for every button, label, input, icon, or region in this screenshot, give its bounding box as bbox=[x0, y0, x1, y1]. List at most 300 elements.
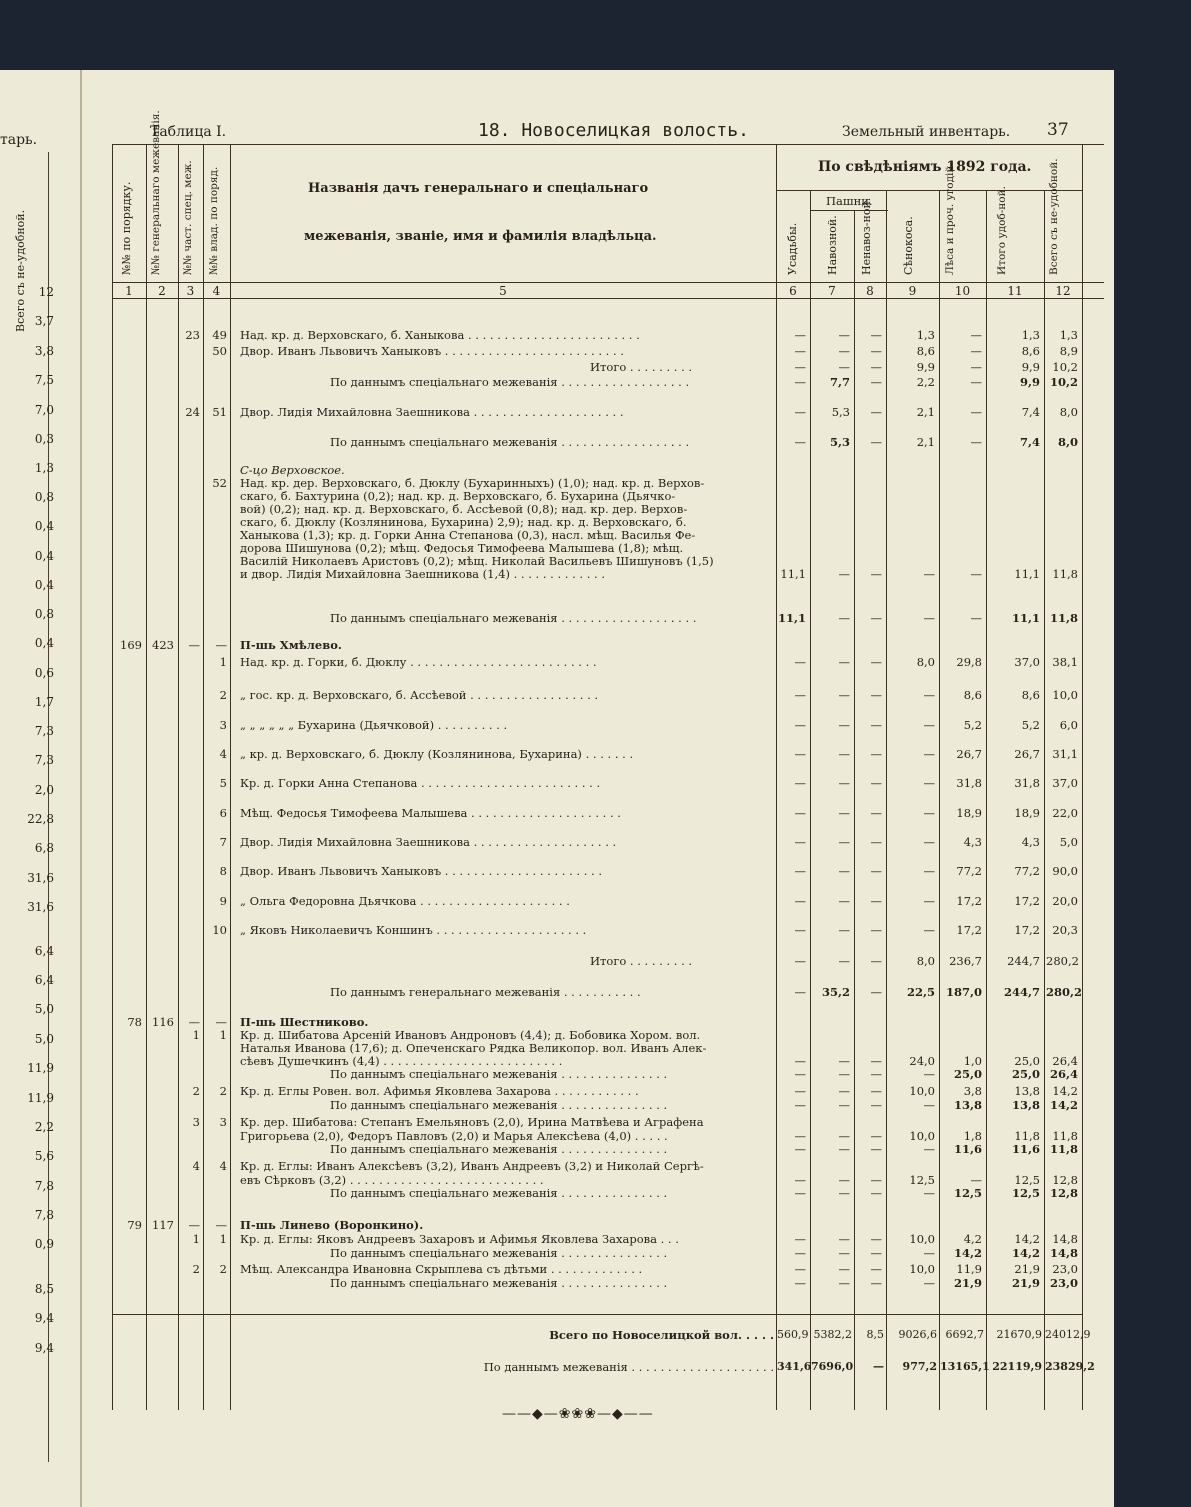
cell-owner-no: 52 bbox=[212, 476, 227, 490]
cell-value: — bbox=[970, 360, 982, 374]
col-header-order: №№ по порядку. bbox=[120, 181, 133, 275]
cell-value: — bbox=[838, 1129, 850, 1143]
cell-owner-name: Мѣщ. Федосья Тимофеева Малышева . . . . . . . . . . . . . . . . . . . . . bbox=[240, 806, 621, 820]
cell-value: 22,0 bbox=[1052, 806, 1078, 820]
cell-special-no: 3 bbox=[192, 1115, 200, 1129]
cell-value: 31,8 bbox=[1014, 776, 1040, 790]
cell-value: — bbox=[870, 985, 882, 999]
cell-value: — bbox=[794, 985, 806, 999]
cell-value: 1,3 bbox=[1059, 328, 1078, 342]
left-value: 0,8 bbox=[34, 490, 54, 504]
cell-value: 8,0 bbox=[1057, 435, 1078, 449]
cell-value: — bbox=[794, 894, 806, 908]
cell-value: — bbox=[970, 611, 982, 625]
cell-value: — bbox=[838, 1142, 850, 1156]
cell-value: — bbox=[794, 1129, 806, 1143]
cell-value: 5,2 bbox=[1021, 718, 1040, 732]
cell-value: 17,2 bbox=[956, 923, 982, 937]
cell-general-no: 423 bbox=[152, 638, 174, 652]
col-header-special: №№ част. спец. меж. bbox=[182, 160, 194, 275]
cell-value: — bbox=[870, 1067, 882, 1081]
cell-value: 5,2 bbox=[963, 718, 982, 732]
cell-value: — bbox=[838, 1098, 850, 1112]
cell-owner-no: 1 bbox=[219, 655, 227, 669]
cell-value: 6,0 bbox=[1059, 718, 1078, 732]
cell-owner-name: Итого . . . . . . . . . bbox=[590, 360, 693, 374]
cell-special-no: — bbox=[188, 638, 200, 652]
cell-value: — bbox=[838, 835, 850, 849]
cell-value: — bbox=[870, 1276, 882, 1290]
cell-owner-name: По даннымъ спеціальнаго межеванія . . . . . . . . . . . . . . . bbox=[330, 1186, 668, 1200]
cell-value: — bbox=[970, 405, 982, 419]
cell-owner-no: 2 bbox=[219, 1084, 227, 1098]
left-col-header: Всего съ не-удобной. bbox=[14, 209, 27, 332]
cell-value: — bbox=[838, 806, 850, 820]
cell-owner-name: евъ Сѣрковъ (3,2) . . . . . . . . . . . . . . . . . . . . . . . . . . . bbox=[240, 1173, 544, 1187]
cell-value: — bbox=[870, 360, 882, 374]
left-value: 3,8 bbox=[34, 344, 54, 358]
cell-value: 7,4 bbox=[1021, 405, 1040, 419]
cell-value: — bbox=[794, 1142, 806, 1156]
cell-value: — bbox=[838, 923, 850, 937]
cell-value: 26,4 bbox=[1049, 1067, 1078, 1081]
cell-value: 1,3 bbox=[916, 328, 935, 342]
cell-value: 244,7 bbox=[1007, 954, 1040, 968]
left-page-fragment bbox=[0, 70, 82, 1507]
cell-value: 280,2 bbox=[1046, 954, 1079, 968]
left-value: 0,8 bbox=[34, 607, 54, 621]
cell-value: — bbox=[794, 923, 806, 937]
cell-owner-name: Кр. д. Еглы: Иванъ Алексѣевъ (3,2), Иванъ Андреевъ (3,2) и Николай Сергѣ- bbox=[240, 1159, 704, 1173]
left-value: 7,0 bbox=[34, 403, 54, 417]
cell-value: 4,3 bbox=[963, 835, 982, 849]
cell-owner-no: 10 bbox=[212, 923, 227, 937]
cell-value: 13,8 bbox=[1011, 1098, 1040, 1112]
cell-value: — bbox=[970, 567, 982, 581]
cell-owner-no: 8 bbox=[219, 864, 227, 878]
cell-value: — bbox=[870, 923, 882, 937]
cell-value: 38,1 bbox=[1052, 655, 1078, 669]
cell-owner-name: Василій Николаевъ Аристовъ (0,2); мѣщ. Николай Васильевъ Шишуновъ (1,5) bbox=[240, 554, 714, 568]
cell-value: 21,9 bbox=[1011, 1276, 1040, 1290]
cell-value: 10,0 bbox=[909, 1262, 935, 1276]
cell-value: 13,8 bbox=[953, 1098, 982, 1112]
cell-owner-no: — bbox=[215, 1218, 227, 1232]
cell-value: — bbox=[870, 1084, 882, 1098]
cell-value: — bbox=[794, 954, 806, 968]
left-value: 0,3 bbox=[34, 432, 54, 446]
name-header-line1: Названія дачъ генеральнаго и спеціальнаго bbox=[308, 181, 649, 196]
cell-value: — bbox=[838, 1067, 850, 1081]
cell-value: — bbox=[870, 375, 882, 389]
cell-value: 26,7 bbox=[956, 747, 982, 761]
cell-owner-no: 1 bbox=[219, 1232, 227, 1246]
total-value: — bbox=[873, 1360, 884, 1373]
year-header: По свѣдѣніямъ 1892 года. bbox=[818, 159, 1032, 175]
cell-owner-name: По даннымъ спеціальнаго межеванія . . . . . . . . . . . . . . . bbox=[330, 1246, 668, 1260]
cell-value: 10,0 bbox=[909, 1232, 935, 1246]
cell-owner-name: скаго, б. Дюклу (Козлянинова, Бухарина) 2,9); над. кр. д. Верховскаго, б. bbox=[240, 515, 687, 529]
cell-value: — bbox=[794, 1067, 806, 1081]
cell-owner-no: 3 bbox=[219, 1115, 227, 1129]
pashni-rule bbox=[810, 210, 888, 211]
cell-value: 11,6 bbox=[953, 1142, 982, 1156]
left-value: 6,4 bbox=[34, 944, 54, 958]
cell-owner-name: Ханыкова (1,3); кр. д. Горки Анна Степанова (0,3), насл. мѣщ. Василья Фе- bbox=[240, 528, 696, 542]
cell-owner-name: Над. кр. д. Горки, б. Дюклу . . . . . . . . . . . . . . . . . . . . . . . . . . bbox=[240, 655, 597, 669]
cell-value: — bbox=[923, 1276, 935, 1290]
cell-value: — bbox=[794, 405, 806, 419]
cell-owner-name: Наталья Иванова (17,6); д. Опеченскаго Рядка Великопор. вол. Иванъ Алек- bbox=[240, 1041, 707, 1055]
cell-owner-name: „ Яковъ Николаевичъ Коншинъ . . . . . . . . . . . . . . . . . . . . . bbox=[240, 923, 587, 937]
cell-value: 236,7 bbox=[949, 954, 982, 968]
left-value: 0,9 bbox=[34, 1237, 54, 1251]
cell-value: — bbox=[794, 655, 806, 669]
total-value: 341,6 bbox=[777, 1360, 812, 1373]
cell-value: — bbox=[794, 835, 806, 849]
cell-value: — bbox=[870, 835, 882, 849]
cell-value: — bbox=[870, 776, 882, 790]
col-number-5: 5 bbox=[499, 284, 507, 298]
cell-owner-name: Кр. д. Горки Анна Степанова . . . . . . . . . . . . . . . . . . . . . . . . . bbox=[240, 776, 601, 790]
cell-value: 23,0 bbox=[1049, 1276, 1078, 1290]
cell-value: 10,0 bbox=[909, 1084, 935, 1098]
cell-value: 2,1 bbox=[916, 435, 935, 449]
cell-value: 4,2 bbox=[963, 1232, 982, 1246]
cell-order-no: 78 bbox=[127, 1015, 142, 1029]
cell-value: 29,8 bbox=[956, 655, 982, 669]
cell-value: 21,9 bbox=[1014, 1262, 1040, 1276]
cell-owner-name: По даннымъ спеціальнаго межеванія . . . . . . . . . . . . . . . bbox=[330, 1276, 668, 1290]
col-divider bbox=[810, 190, 811, 1410]
left-value: 5,0 bbox=[34, 1032, 54, 1046]
cell-value: 21,9 bbox=[953, 1276, 982, 1290]
cell-owner-name: „ кр. д. Верховскаго, б. Дюклу (Козлянинова, Бухарина) . . . . . . . bbox=[240, 747, 634, 761]
cell-value: 11,8 bbox=[1052, 567, 1078, 581]
left-value: 8,5 bbox=[34, 1282, 54, 1296]
cell-value: — bbox=[870, 344, 882, 358]
page-title: 18. Новоселицкая волость. bbox=[478, 120, 749, 141]
left-value: 5,0 bbox=[34, 1002, 54, 1016]
total-value: 22119,9 bbox=[992, 1360, 1042, 1373]
cell-value: 1,8 bbox=[963, 1129, 982, 1143]
left-col-number: 12 bbox=[38, 285, 54, 299]
cell-value: — bbox=[870, 1246, 882, 1260]
cell-value: — bbox=[970, 344, 982, 358]
cell-value: 11,1 bbox=[1011, 611, 1040, 625]
cell-value: — bbox=[838, 1232, 850, 1246]
col-head-lesa: Лѣса и проч. угодій. bbox=[944, 162, 956, 275]
cell-owner-name: скаго, б. Бахтурина (0,2); над. кр. д. Верховскаго, б. Бухарина (Дьячко- bbox=[240, 489, 676, 503]
cell-value: 10,0 bbox=[1052, 688, 1078, 702]
cell-value: — bbox=[923, 835, 935, 849]
cell-value: 187,0 bbox=[945, 985, 982, 999]
left-value: 0,6 bbox=[34, 666, 54, 680]
cell-owner-no: 50 bbox=[212, 344, 227, 358]
cell-value: — bbox=[870, 1142, 882, 1156]
cell-value: 77,2 bbox=[956, 864, 982, 878]
cell-value: — bbox=[794, 776, 806, 790]
cell-value: 11,6 bbox=[1011, 1142, 1040, 1156]
cell-owner-name: Кр. д. Шибатова Арсеній Ивановъ Андроновъ (4,4); д. Бобовика Хором. вол. bbox=[240, 1028, 701, 1042]
left-value: 2,0 bbox=[34, 783, 54, 797]
cell-value: — bbox=[838, 360, 850, 374]
cell-value: — bbox=[838, 688, 850, 702]
cell-value: 2,1 bbox=[916, 405, 935, 419]
cell-value: — bbox=[870, 718, 882, 732]
left-value: 5,6 bbox=[34, 1149, 54, 1163]
cell-owner-no: 9 bbox=[219, 894, 227, 908]
cell-value: 10,0 bbox=[909, 1129, 935, 1143]
top-rule bbox=[112, 144, 1104, 145]
total-value: 13165,1 bbox=[940, 1360, 990, 1373]
cell-value: — bbox=[794, 344, 806, 358]
cell-owner-no: — bbox=[215, 638, 227, 652]
cell-value: — bbox=[870, 405, 882, 419]
cell-value: 8,9 bbox=[1059, 344, 1078, 358]
cell-value: 13,8 bbox=[1014, 1084, 1040, 1098]
cell-value: — bbox=[794, 747, 806, 761]
col-head-vsego: Всего съ не-удобной. bbox=[1048, 158, 1060, 275]
cell-value: — bbox=[923, 864, 935, 878]
cell-value: 31,1 bbox=[1052, 747, 1078, 761]
cell-value: — bbox=[794, 1173, 806, 1187]
cell-owner-name: П-шь Хмѣлево. bbox=[240, 638, 342, 652]
cell-owner-name: Над. кр. д. Верховскаго, б. Ханыкова . . . . . . . . . . . . . . . . . . . . . . . . bbox=[240, 328, 640, 342]
cell-owner-name: П-шь Шестниково. bbox=[240, 1015, 369, 1029]
cell-value: — bbox=[838, 567, 850, 581]
cell-value: 4,3 bbox=[1021, 835, 1040, 849]
total-value: 23829,2 bbox=[1045, 1360, 1095, 1373]
cell-value: — bbox=[870, 567, 882, 581]
cell-owner-name: По даннымъ генеральнаго межеванія . . . . . . . . . . . bbox=[330, 985, 641, 999]
cell-value: 22,5 bbox=[906, 985, 935, 999]
left-value: 0,4 bbox=[34, 636, 54, 650]
cell-value: 26,4 bbox=[1052, 1054, 1078, 1068]
cell-owner-name: По даннымъ спеціальнаго межеванія . . . . . . . . . . . . . . . . . . . bbox=[330, 611, 697, 625]
col-number-8: 8 bbox=[866, 284, 874, 298]
cell-value: 14,2 bbox=[1011, 1246, 1040, 1260]
cell-value: — bbox=[870, 1232, 882, 1246]
cell-value: 11,9 bbox=[956, 1262, 982, 1276]
cell-value: — bbox=[794, 1262, 806, 1276]
cell-owner-name: По даннымъ спеціальнаго межеванія . . . . . . . . . . . . . . . bbox=[330, 1067, 668, 1081]
cell-value: — bbox=[870, 328, 882, 342]
cell-owner-no: 2 bbox=[219, 1262, 227, 1276]
col-head-nenavoz: Ненавоз-ной. bbox=[860, 197, 873, 275]
cell-value: 14,2 bbox=[1049, 1098, 1078, 1112]
cell-value: — bbox=[838, 1276, 850, 1290]
cell-value: — bbox=[838, 1246, 850, 1260]
cell-value: — bbox=[838, 1262, 850, 1276]
cell-value: — bbox=[923, 1186, 935, 1200]
cell-general-no: 116 bbox=[152, 1015, 174, 1029]
cell-special-no: 23 bbox=[185, 328, 200, 342]
cell-value: — bbox=[794, 718, 806, 732]
cell-value: — bbox=[838, 776, 850, 790]
cell-value: — bbox=[870, 655, 882, 669]
cell-value: — bbox=[970, 1173, 982, 1187]
cell-value: — bbox=[923, 1067, 935, 1081]
cell-value: 2,2 bbox=[916, 375, 935, 389]
cell-value: — bbox=[870, 806, 882, 820]
cell-value: — bbox=[870, 688, 882, 702]
cell-value: — bbox=[838, 864, 850, 878]
col-head-itogo: Итого удоб-ной. bbox=[996, 186, 1008, 275]
pashni-header: Пашни. bbox=[826, 194, 873, 208]
cell-value: 23,0 bbox=[1052, 1262, 1078, 1276]
col-number-4: 4 bbox=[212, 284, 221, 298]
cell-owner-name: Двор. Иванъ Львовичъ Ханыковъ . . . . . . . . . . . . . . . . . . . . . . . . . bbox=[240, 344, 624, 358]
cell-value: — bbox=[838, 655, 850, 669]
cell-value: — bbox=[838, 328, 850, 342]
left-value: 7,5 bbox=[34, 373, 54, 387]
cell-value: — bbox=[838, 1084, 850, 1098]
cell-value: — bbox=[794, 375, 806, 389]
cell-owner-name: Кр. д. Еглы: Яковъ Андреевъ Захаровъ и Афимья Яковлева Захарова . . . bbox=[240, 1232, 679, 1246]
cell-special-no: 1 bbox=[192, 1232, 200, 1246]
cell-value: — bbox=[870, 747, 882, 761]
cell-value: 9,9 bbox=[916, 360, 935, 374]
cell-owner-no: 7 bbox=[219, 835, 227, 849]
cell-owner-name: Итого . . . . . . . . . bbox=[590, 954, 693, 968]
total-value: 8,5 bbox=[866, 1328, 884, 1341]
cell-value: 9,9 bbox=[1021, 360, 1040, 374]
cell-value: 5,3 bbox=[831, 405, 850, 419]
cell-value: — bbox=[870, 1054, 882, 1068]
total-value: 560,9 bbox=[777, 1328, 809, 1341]
col-divider bbox=[1044, 190, 1045, 1410]
cell-value: 14,2 bbox=[1052, 1084, 1078, 1098]
cell-value: — bbox=[923, 688, 935, 702]
cell-value: 12,8 bbox=[1049, 1186, 1078, 1200]
cell-value: 31,8 bbox=[956, 776, 982, 790]
table-label: Таблица I. bbox=[150, 124, 227, 140]
cell-value: 24,0 bbox=[909, 1054, 935, 1068]
total-value: 977,2 bbox=[902, 1360, 937, 1373]
ornament: ——◆—❀❀❀—◆—— bbox=[502, 1406, 654, 1422]
col-number-7: 7 bbox=[828, 284, 836, 298]
cell-special-no: 2 bbox=[192, 1084, 200, 1098]
cell-value: 12,5 bbox=[909, 1173, 935, 1187]
col-divider bbox=[939, 190, 940, 1410]
left-value: 31,6 bbox=[27, 871, 54, 885]
left-page-header: тарь. bbox=[0, 132, 38, 148]
cell-value: 18,9 bbox=[956, 806, 982, 820]
cell-value: — bbox=[794, 1276, 806, 1290]
year-rule bbox=[776, 190, 1082, 191]
total-value: 9026,6 bbox=[898, 1328, 937, 1341]
cell-value: 12,5 bbox=[1011, 1186, 1040, 1200]
cell-value: — bbox=[838, 344, 850, 358]
cell-value: 20,3 bbox=[1052, 923, 1078, 937]
colnum-rule bbox=[112, 298, 1104, 299]
cell-owner-name: Двор. Иванъ Львовичъ Ханыковъ . . . . . . . . . . . . . . . . . . . . . . bbox=[240, 864, 602, 878]
cell-owner-name: По даннымъ спеціальнаго межеванія . . . . . . . . . . . . . . . . . . bbox=[330, 375, 690, 389]
cell-owner-name: сѣевъ Душечкинъ (4,4) . . . . . . . . . . . . . . . . . . . . . . . . . bbox=[240, 1054, 563, 1068]
cell-owner-name: дорова Шишунова (0,2); мѣщ. Федосья Тимофеева Малышева (1,8); мѣщ. bbox=[240, 541, 684, 555]
col-number-9: 9 bbox=[908, 284, 917, 298]
col-number-6: 6 bbox=[789, 284, 797, 298]
cell-owner-name: По даннымъ спеціальнаго межеванія . . . . . . . . . . . . . . . bbox=[330, 1098, 668, 1112]
cell-value: 8,6 bbox=[1021, 344, 1040, 358]
total-label: По даннымъ межеванія . . . . . . . . . . . . . . . . . . . . bbox=[483, 1360, 774, 1374]
cell-owner-name: „ гос. кр. д. Верховскаго, б. Ассѣевой . . . . . . . . . . . . . . . . . . bbox=[240, 688, 599, 702]
cell-owner-no: — bbox=[215, 1015, 227, 1029]
col-head-senokos: Сѣнокоса. bbox=[902, 216, 915, 275]
left-value: 9,4 bbox=[34, 1311, 54, 1325]
cell-value: 244,7 bbox=[1003, 985, 1040, 999]
total-value: 7696,0 bbox=[811, 1360, 854, 1373]
col-number-3: 3 bbox=[186, 284, 195, 298]
cell-value: — bbox=[838, 894, 850, 908]
cell-value: 17,2 bbox=[1014, 894, 1040, 908]
cell-value: — bbox=[794, 1246, 806, 1260]
cell-special-no: — bbox=[188, 1218, 200, 1232]
col-number-11: 11 bbox=[1007, 284, 1023, 298]
left-value: 22,8 bbox=[27, 812, 54, 826]
cell-value: 20,0 bbox=[1052, 894, 1078, 908]
cell-special-no: — bbox=[188, 1015, 200, 1029]
col-head-navoz: Навозной. bbox=[826, 215, 839, 275]
left-value: 7,8 bbox=[34, 1179, 54, 1193]
cell-value: 8,6 bbox=[1021, 688, 1040, 702]
cell-value: — bbox=[923, 894, 935, 908]
cell-special-no: 2 bbox=[192, 1262, 200, 1276]
col-number-1: 1 bbox=[125, 284, 133, 298]
cell-value: — bbox=[870, 954, 882, 968]
cell-value: 11,8 bbox=[1049, 1142, 1078, 1156]
cell-value: — bbox=[838, 718, 850, 732]
col-number-12: 12 bbox=[1055, 284, 1071, 298]
cell-special-no: 24 bbox=[185, 405, 200, 419]
cell-value: — bbox=[838, 1173, 850, 1187]
page-number: 37 bbox=[1047, 120, 1069, 140]
cell-owner-name: и двор. Лидія Михайловна Заешникова (1,4) . . . . . . . . . . . . . bbox=[240, 567, 605, 581]
col-number-10: 10 bbox=[954, 284, 971, 298]
cell-value: 11,8 bbox=[1049, 611, 1078, 625]
col-divider bbox=[854, 210, 855, 1410]
cell-value: 280,2 bbox=[1046, 985, 1083, 999]
cell-value: 90,0 bbox=[1052, 864, 1078, 878]
cell-owner-name: Мѣщ. Александра Ивановна Скрыплева съ дѣтьми . . . . . . . . . . . . . bbox=[240, 1262, 643, 1276]
cell-value: — bbox=[838, 747, 850, 761]
cell-owner-no: 3 bbox=[219, 718, 227, 732]
cell-owner-no: 6 bbox=[219, 806, 227, 820]
cell-value: — bbox=[870, 1186, 882, 1200]
cell-value: 25,0 bbox=[1014, 1054, 1040, 1068]
cell-value: 9,9 bbox=[1019, 375, 1040, 389]
cell-order-no: 169 bbox=[120, 638, 142, 652]
cell-value: 8,0 bbox=[916, 655, 935, 669]
name-header-line2: межеванія, званіе, имя и фамилія владѣльца. bbox=[304, 229, 657, 244]
cell-special-no: 1 bbox=[192, 1028, 200, 1042]
cell-owner-no: 1 bbox=[219, 1028, 227, 1042]
cell-value: 8,0 bbox=[1059, 405, 1078, 419]
cell-value: — bbox=[923, 1098, 935, 1112]
cell-value: 8,6 bbox=[916, 344, 935, 358]
cell-value: 18,9 bbox=[1014, 806, 1040, 820]
cell-value: 11,8 bbox=[1052, 1129, 1078, 1143]
left-value: 6,4 bbox=[34, 973, 54, 987]
cell-value: — bbox=[794, 806, 806, 820]
cell-value: — bbox=[838, 1054, 850, 1068]
cell-value: — bbox=[794, 360, 806, 374]
cell-value: — bbox=[838, 1186, 850, 1200]
cell-value: — bbox=[870, 1173, 882, 1187]
cell-value: — bbox=[794, 1098, 806, 1112]
cell-value: — bbox=[923, 1246, 935, 1260]
